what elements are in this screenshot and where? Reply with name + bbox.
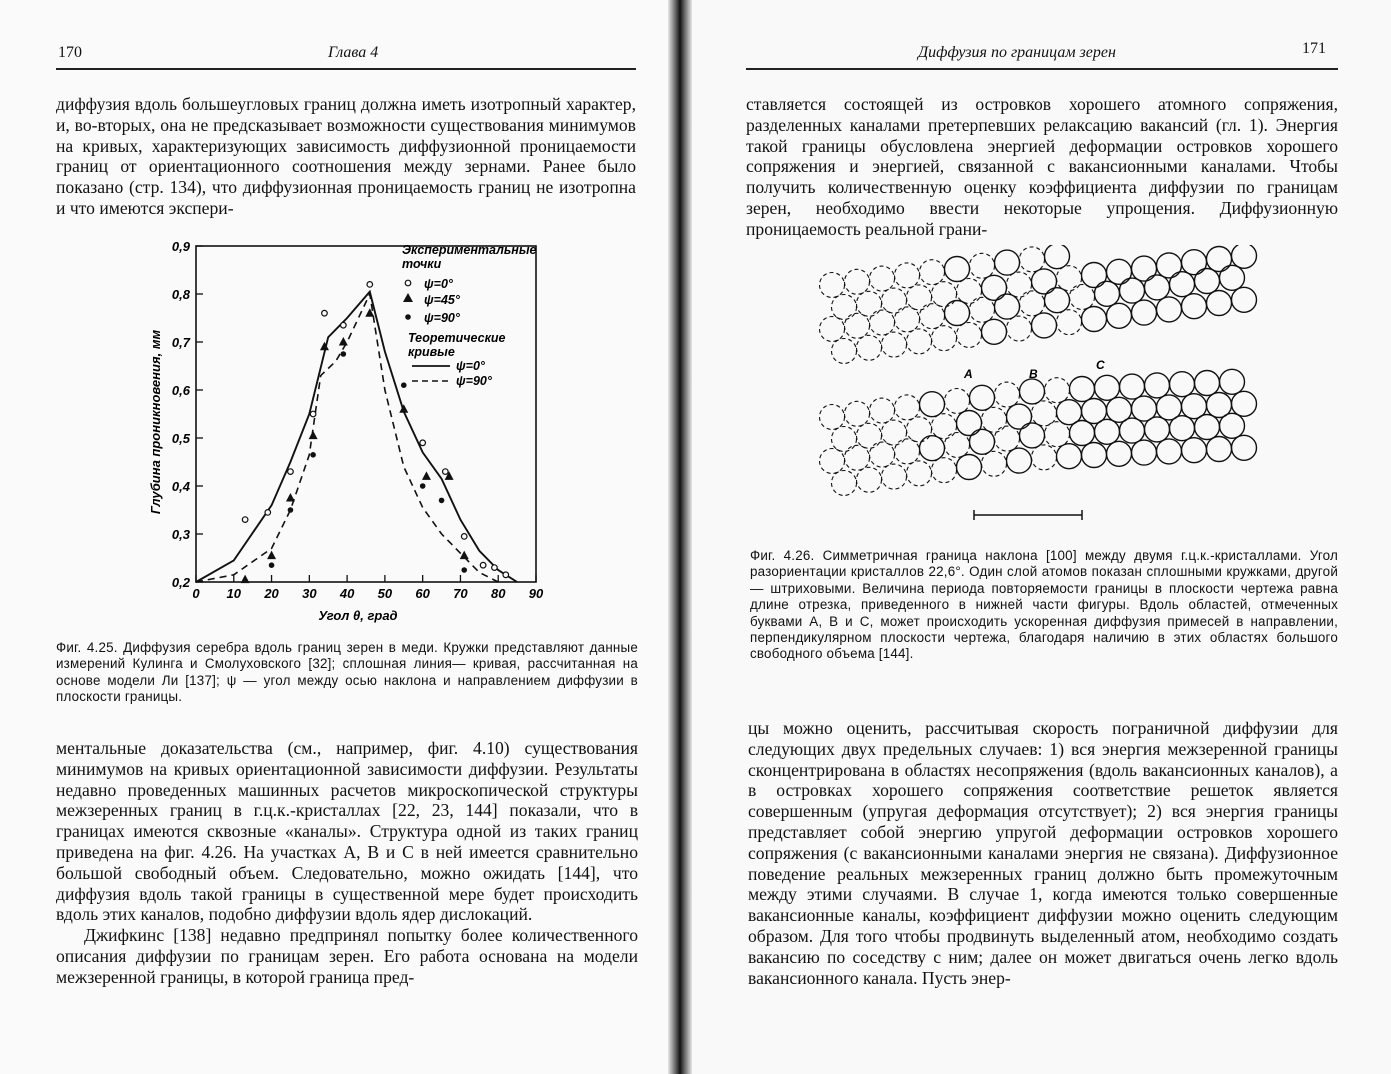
atom-solid xyxy=(970,429,995,454)
atom-dashed xyxy=(945,433,970,458)
legend-label-curve-psi0: ψ=0° xyxy=(456,359,485,373)
data-point-triangle xyxy=(286,493,295,502)
atom-solid xyxy=(1095,375,1120,400)
atom-solid xyxy=(945,257,970,282)
atom-solid xyxy=(1082,443,1107,468)
data-point-triangle xyxy=(339,337,348,346)
atom-dashed xyxy=(820,273,845,298)
atom-solid xyxy=(1195,371,1220,396)
atom-dashed xyxy=(920,304,945,329)
atom-dashed xyxy=(882,288,907,313)
atom-solid xyxy=(1032,269,1057,294)
atom-solid xyxy=(1207,437,1232,462)
atom-dashed xyxy=(857,335,882,360)
data-point-open-circle xyxy=(443,469,449,475)
x-tick-label: 80 xyxy=(490,586,506,601)
atom-dashed xyxy=(907,285,932,310)
legend-title-curves: Теоретические кривые xyxy=(408,331,506,359)
atom-dashed xyxy=(882,464,907,489)
atom-dashed xyxy=(932,326,957,351)
atom-solid xyxy=(1220,413,1245,438)
data-point-open-circle xyxy=(341,322,347,328)
atom-dashed xyxy=(832,471,857,496)
data-point-triangle xyxy=(267,551,276,560)
data-point-open-circle xyxy=(492,565,498,571)
atom-solid xyxy=(1107,259,1132,284)
atom-solid xyxy=(1182,250,1207,275)
x-axis-label: Угол θ, град xyxy=(318,608,398,623)
atom-solid xyxy=(1070,421,1095,446)
data-point-filled-circle xyxy=(439,498,445,504)
page-number-left: 170 xyxy=(58,44,82,61)
x-tick-label: 40 xyxy=(339,586,355,601)
atom-dashed xyxy=(1007,272,1032,297)
figure-caption-4-25 xyxy=(56,640,638,706)
atom-solid xyxy=(1157,439,1182,464)
left-page xyxy=(0,0,676,1074)
atom-solid xyxy=(1220,369,1245,394)
atom-solid xyxy=(995,294,1020,319)
atom-solid xyxy=(1170,372,1195,397)
atom-dashed xyxy=(1070,285,1095,310)
data-point-triangle xyxy=(422,471,431,480)
atom-solid xyxy=(1120,374,1145,399)
atom-dashed xyxy=(870,266,895,291)
data-point-triangle xyxy=(399,404,408,413)
atom-dashed xyxy=(845,269,870,294)
atom-solid xyxy=(1082,307,1107,332)
atom-solid xyxy=(1182,294,1207,319)
y-tick-label: 0,8 xyxy=(171,287,190,302)
data-point-filled-circle xyxy=(341,351,347,357)
period-scale-bar xyxy=(974,510,1082,520)
caption-text: Фиг. 4.25. Диффузия серебра вдоль границ зерен в меди. Кружки представляют данные измерений Кулинга и Смолуховского [32]; сплошная линия— кривая, рассчитанная на основе модели Ли [137]; ψ — угол между осью наклона и направлением диффузии в плоскости границы. xyxy=(56,640,638,705)
atom-dashed xyxy=(995,382,1020,407)
atom-dashed xyxy=(957,279,982,304)
y-tick-label: 0,2 xyxy=(171,575,190,590)
atom-dashed xyxy=(895,307,920,332)
data-point-filled-circle xyxy=(420,483,426,489)
atom-solid xyxy=(1232,287,1257,312)
atom-solid xyxy=(1007,448,1032,473)
data-point-open-circle xyxy=(242,517,248,523)
page-number-right: 171 xyxy=(1302,40,1326,57)
atom-dashed xyxy=(820,449,845,474)
legend-title-points: Экспериментальные точки xyxy=(402,243,537,271)
figure-caption-4-26 xyxy=(750,548,1338,663)
atom-solid xyxy=(945,301,970,326)
atom-dashed xyxy=(845,445,870,470)
x-tick-label: 30 xyxy=(302,586,317,601)
paragraph: диффузия вдоль большеугловых границ должна иметь изотропный характер, и, во-вторых, она не предсказывает возможности существования минимумов на кривых, характеризующих зависимость диффузионной проницаемости границ от ориентационного соотношения между зернами. Ранее было показано (стр. 134), что диффузионная проницаемость границ не изотропна и что имеются экспери- xyxy=(56,94,636,218)
atom-dashed xyxy=(895,439,920,464)
atom-dashed xyxy=(1057,310,1082,335)
atom-dashed xyxy=(895,395,920,420)
x-tick-label: 20 xyxy=(264,586,279,601)
legend-label-psi0: ψ=0° xyxy=(424,277,453,291)
data-point-filled-circle xyxy=(288,507,294,513)
y-tick-label: 0,6 xyxy=(171,383,190,398)
atom-solid xyxy=(1082,263,1107,288)
data-point-open-circle xyxy=(322,310,328,316)
atom-dashed xyxy=(932,414,957,439)
paragraph: Джифкинс [138] недавно предпринял попытку более количественного описания диффузии по границам зерен. Его работа основана на модели межзеренной границы, в которой граница пред- xyxy=(56,925,638,987)
atom-solid xyxy=(1107,441,1132,466)
atom-solid xyxy=(1232,245,1257,268)
region-label-c: C xyxy=(1096,358,1105,372)
atom-solid xyxy=(1020,423,1045,448)
atom-dashed xyxy=(970,297,995,322)
atom-solid xyxy=(1095,281,1120,306)
x-tick-label: 50 xyxy=(377,586,393,601)
data-point-open-circle xyxy=(310,411,316,417)
atom-dashed xyxy=(970,253,995,278)
x-tick-label: 0 xyxy=(192,586,200,601)
header-rule-left xyxy=(56,68,636,70)
legend-label-curve-psi90: ψ=90° xyxy=(456,374,492,388)
data-point-filled-circle xyxy=(461,567,467,573)
atom-dashed xyxy=(995,426,1020,451)
atom-dashed xyxy=(982,451,1007,476)
atom-solid xyxy=(920,392,945,417)
atom-solid xyxy=(1095,419,1120,444)
atom-solid xyxy=(1207,291,1232,316)
atom-solid xyxy=(1107,303,1132,328)
data-point-open-circle xyxy=(288,469,294,475)
atom-dashed xyxy=(882,420,907,445)
atom-solid xyxy=(1207,247,1232,272)
atom-solid xyxy=(1007,404,1032,429)
x-tick-label: 60 xyxy=(415,586,430,601)
atom-solid xyxy=(1145,373,1170,398)
atom-dashed xyxy=(870,442,895,467)
body-text-top-left xyxy=(56,94,636,219)
data-point-open-circle xyxy=(265,510,271,516)
atom-solid xyxy=(1120,418,1145,443)
x-tick-label: 10 xyxy=(226,586,242,601)
diffusion-chart xyxy=(140,232,560,627)
atom-solid xyxy=(1045,245,1070,269)
atom-dashed xyxy=(882,332,907,357)
data-point-open-circle xyxy=(420,440,426,446)
y-axis-label: Глубина проникновения, мм xyxy=(148,329,163,515)
y-tick-label: 0,3 xyxy=(171,527,190,542)
x-tick-label: 70 xyxy=(453,586,468,601)
atom-dashed xyxy=(832,339,857,364)
data-point-triangle xyxy=(460,551,469,560)
paragraph: цы можно оценить, рассчитывая скорость пограничной диффузии для следующих двух предельных случаев: 1) вся энергия межзеренной границы сконцентрирована в областях несопряжения (вдоль вакансионных каналов), а в островках хорошего сопряжения соответствие решеток является совершенным (упругая деформация отсутствует); 2) вся энергия границы представляет собой энергию упругой деформации островков хорошего сопряжения (с вакансионными каналами энергия не связана). Диффузионное поведение реальных межзеренных границ должно быть промежуточным между этими случаями. В случае 1, когда имеются только совершенные вакансионные каналы, коэффициент диффузии можно оценить следующим образом. Для того чтобы продвинуть выделенный атом, необходимо создать вакансию по соседству с ним; далее он может двигаться очень легко вдоль вакансионного канала. Пусть энер- xyxy=(748,718,1338,988)
y-tick-label: 0,7 xyxy=(171,335,190,350)
atom-dashed xyxy=(1032,445,1057,470)
data-point-open-circle xyxy=(367,282,373,288)
data-point-triangle xyxy=(309,431,318,440)
data-point-open-circle xyxy=(461,534,467,540)
body-text-bottom-left xyxy=(56,738,638,988)
paragraph: ставляется состоящей из островков хорошего атомного сопряжения, разделенных каналами претерпевших релаксацию вакансий (гл. 1). Энергия такой границы обусловлена энергией деформации островков хорошего сопряжения и энергией, связанной с вакансионными каналами. Чтобы получить количественную оценку коэффициента диффузии по границам зерен, необходимо ввести некоторые упрощения. Диффузионную проницаемость реальной грани- xyxy=(746,94,1338,239)
atom-solid xyxy=(982,275,1007,300)
atom-dashed xyxy=(857,291,882,316)
caption-text: Фиг. 4.26. Симметричная граница наклона [100] между двумя г.ц.к.-кристаллами. Угол разориентации кристаллов 22,6°. Один слой атомов показан сплошными кружками, другой — штриховыми. Величина периода повторяемости границы в плоскости чертежа равна длине отрезка, приведенного в нижней части фигуры. Вдоль областей, отмеченных буквами A, B и C, может происходить ускоренная диффузия примесей в направлении, перпендикулярном плоскости чертежа, благодаря наличию в этих областях большого свободного объема [144]. xyxy=(750,548,1338,662)
atom-dashed xyxy=(1032,401,1057,426)
atom-solid xyxy=(1182,438,1207,463)
atom-solid xyxy=(1057,444,1082,469)
atom-solid xyxy=(995,250,1020,275)
y-tick-label: 0,4 xyxy=(171,479,190,494)
region-label-a: A xyxy=(964,367,973,381)
data-point-open-circle xyxy=(480,562,486,568)
atom-dashed xyxy=(1007,316,1032,341)
atom-solid xyxy=(1157,297,1182,322)
atom-dashed xyxy=(845,401,870,426)
atom-dashed xyxy=(820,405,845,430)
atom-solid xyxy=(1120,278,1145,303)
atom-dashed xyxy=(870,398,895,423)
atom-solid xyxy=(1145,275,1170,300)
running-head-left: Глава 4 xyxy=(328,44,379,61)
running-head-right: Диффузия по границам зерен xyxy=(918,44,1116,61)
y-tick-label: 0,5 xyxy=(171,431,190,446)
atom-solid xyxy=(957,455,982,480)
atom-dashed xyxy=(932,458,957,483)
legend-open-circle-marker xyxy=(405,280,411,286)
atom-solid xyxy=(1132,440,1157,465)
atom-dashed xyxy=(870,310,895,335)
grain-boundary-figure xyxy=(792,245,1292,525)
atom-dashed xyxy=(907,461,932,486)
atom-dashed xyxy=(895,263,920,288)
body-text-top-right xyxy=(746,94,1338,240)
atom-dashed xyxy=(920,260,945,285)
atom-dashed xyxy=(982,407,1007,432)
data-point-filled-circle xyxy=(310,452,316,458)
atom-solid xyxy=(1157,253,1182,278)
legend-label-psi45: ψ=45° xyxy=(424,293,460,307)
atom-dashed xyxy=(945,389,970,414)
x-tick-label: 90 xyxy=(528,586,544,601)
data-point-filled-circle xyxy=(269,562,275,568)
atom-dashed xyxy=(1057,266,1082,291)
atom-dashed xyxy=(832,295,857,320)
atom-dashed xyxy=(845,313,870,338)
header-rule-right xyxy=(746,68,1338,70)
atom-solid xyxy=(1145,417,1170,442)
atom-dashed xyxy=(932,282,957,307)
atom-solid xyxy=(1132,300,1157,325)
atom-solid xyxy=(1232,435,1257,460)
atom-dashed xyxy=(857,467,882,492)
right-page xyxy=(692,0,1391,1074)
book-spine xyxy=(668,0,692,1074)
atom-solid xyxy=(957,411,982,436)
region-label-b: B xyxy=(1029,367,1038,381)
atom-solid xyxy=(1045,288,1070,313)
atom-solid xyxy=(1195,415,1220,440)
body-text-bottom-right xyxy=(748,718,1338,988)
atom-solid xyxy=(970,385,995,410)
atom-dashed xyxy=(832,427,857,452)
data-point-filled-circle xyxy=(401,382,407,388)
legend-label-psi90: ψ=90° xyxy=(424,311,460,325)
atom-dashed xyxy=(907,417,932,442)
atom-solid xyxy=(1032,313,1057,338)
atom-dashed xyxy=(957,323,982,348)
chart-legend xyxy=(402,243,537,388)
atom-solid xyxy=(1070,377,1095,402)
atom-solid xyxy=(920,436,945,461)
atom-dashed xyxy=(1020,247,1045,272)
atom-solid xyxy=(1170,272,1195,297)
data-point-triangle xyxy=(241,575,250,584)
atom-solid xyxy=(1132,256,1157,281)
y-tick-label: 0,9 xyxy=(171,239,190,254)
paragraph: ментальные доказательства (см., например, фиг. 4.10) существования минимумов на кривых ориентационной зависимости диффузии. Результаты недавно проведенных машинных расчетов микроскопической структуры межзеренных границ в г.ц.к.-кристаллах [22, 23, 144] показали, что в границах имеются сквозные «каналы». Структура одной из таких границ приведена на фиг. 4.26. На участках A, B и C в ней имеется сравнительно большой свободный объем. Следовательно, можно ожидать [144], что диффузия вдоль такой границы в существенной мере будет происходить вдоль этих каналов, подобно диффузии вдоль ядер дислокаций. xyxy=(56,738,638,925)
atom-solid xyxy=(1195,269,1220,294)
atom-dashed xyxy=(857,423,882,448)
atom-dashed xyxy=(1020,291,1045,316)
atom-solid xyxy=(1170,416,1195,441)
atom-solid xyxy=(982,319,1007,344)
atom-solid xyxy=(1220,265,1245,290)
data-point-open-circle xyxy=(503,572,509,578)
atom-dashed xyxy=(820,317,845,342)
atom-dashed xyxy=(1045,378,1070,403)
atom-dashed xyxy=(907,329,932,354)
atom-solid xyxy=(1020,379,1045,404)
legend-triangle-marker xyxy=(403,293,413,302)
atom-solid xyxy=(1232,391,1257,416)
legend-filled-circle-marker xyxy=(405,314,411,320)
